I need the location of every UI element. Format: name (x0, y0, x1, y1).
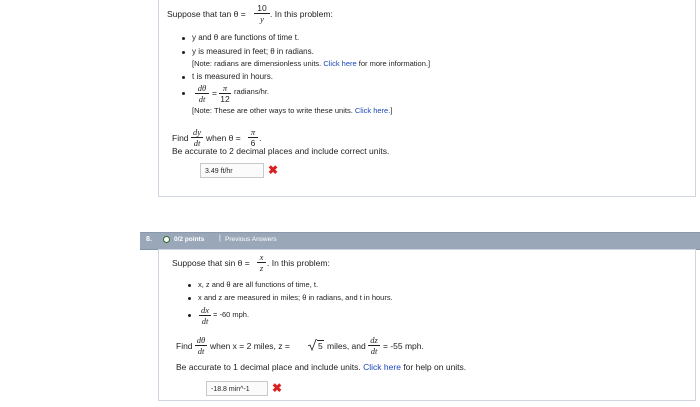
q1-answer-input[interactable]: 3.49 ft/hr (200, 163, 264, 178)
q2-dxdt-value: = -60 mph. (213, 310, 250, 319)
points-label: 0/2 points (174, 236, 205, 243)
q1-dtheta-dt (195, 83, 209, 104)
bullet-icon (188, 284, 191, 287)
incorrect-x-icon: ✖ (268, 163, 279, 177)
q1-frac-num: 10 (254, 3, 270, 14)
radians-info-link[interactable]: Click here (323, 59, 357, 68)
q2-dz-num: dz (368, 335, 380, 346)
units-info-link[interactable]: Click here. (354, 106, 391, 115)
q1-pi-12 (219, 83, 231, 104)
q2-frac-den: z (259, 263, 264, 273)
units-help-link[interactable]: Click here (363, 362, 401, 372)
q1-unit: radians/hr. (234, 87, 270, 96)
incorrect-x-icon: ✖ (272, 381, 283, 395)
q2-miles-and: miles, and (327, 341, 366, 351)
q1-dtheta-num: dθ (195, 83, 209, 94)
bullet-icon (182, 37, 185, 40)
header-separator: | (219, 235, 221, 242)
q2-dx-num: dx (200, 305, 210, 315)
q1-pi6-num: π (248, 127, 258, 138)
q1-note-text: [Note: radians are dimensionless units. (192, 59, 322, 68)
q2-dz-den: dt (370, 346, 378, 356)
q1-bullet-3: t is measured in hours. (192, 72, 273, 81)
question-number: 8. (146, 236, 152, 243)
q1-dtheta-den: dt (198, 94, 206, 104)
q2-dz-dt (368, 335, 380, 356)
q1-suppose-suffix: . In this problem: (270, 9, 333, 19)
q2-fraction (257, 252, 266, 273)
q1-units-note-text: [Note: These are other ways to write these units. (192, 106, 353, 115)
q1-note-after: for more information.] (358, 59, 431, 68)
q2-accuracy-post: for help on units. (403, 362, 467, 372)
q2-find-label: Find (176, 341, 193, 351)
q1-find-label: Find (172, 133, 189, 143)
q2-dtheta-den: dt (197, 346, 205, 356)
q1-fraction (254, 3, 270, 24)
q1-find-end: . (259, 133, 262, 143)
q1-when-text: when θ = (206, 133, 241, 143)
q1-pi6-den: 6 (250, 138, 256, 148)
q1-pi-6 (248, 127, 258, 148)
q1-dy-num: dy (192, 127, 202, 137)
bullet-icon (188, 297, 191, 300)
q2-accuracy-line (176, 362, 466, 372)
q2-dtheta-dt (195, 335, 207, 356)
bullet-icon (182, 76, 185, 79)
sqrt-icon (308, 339, 317, 351)
q2-frac-num: x (257, 252, 266, 263)
q2-bullet-1: x, z and θ are all functions of time, t. (198, 280, 319, 289)
q2-suppose-suffix: . In this problem: (267, 258, 330, 268)
q2-dx-den: dt (201, 316, 209, 326)
q1-frac-den: y (260, 14, 264, 24)
q1-pi-den: 12 (220, 94, 230, 104)
q1-equals: = (212, 88, 217, 98)
q2-bullet-2: x and z are measured in miles; θ in radians, and t in hours. (198, 293, 393, 302)
question-header (140, 232, 700, 250)
q2-when-text: when x = 2 miles, z = (210, 341, 290, 351)
q1-bullet-2: y is measured in feet; θ in radians. (192, 47, 314, 56)
q1-pi-num: π (219, 83, 231, 94)
q1-bullet-2-note (192, 59, 430, 68)
q2-dtheta-num: dθ (196, 335, 206, 345)
q1-bullet-1: y and θ are functions of time t. (192, 33, 300, 42)
question-panel-2 (158, 249, 696, 401)
q2-dx-dt (199, 305, 211, 326)
q2-accuracy-text: Be accurate to 1 decimal place and include units. (176, 362, 361, 372)
previous-answers-link[interactable]: Previous Answers (225, 236, 277, 243)
q2-answer-input[interactable]: -18.8 min^-1 (206, 381, 268, 396)
q1-units-note-end: ] (390, 106, 393, 115)
q1-suppose-prefix: Suppose that tan θ = (167, 9, 246, 19)
q1-dy-dt (191, 127, 203, 148)
bullet-icon (182, 51, 185, 54)
status-radio-icon (163, 236, 170, 243)
q1-accuracy-text: Be accurate to 2 decimal places and include correct units. (172, 146, 390, 156)
bullet-icon (182, 92, 185, 95)
q2-sqrt-value: 5 (318, 341, 323, 351)
q2-dzdt-value: = -55 mph. (383, 341, 424, 351)
q1-dy-den: dt (193, 138, 201, 148)
q1-units-note (192, 106, 392, 115)
bullet-icon (188, 314, 191, 317)
q2-suppose-prefix: Suppose that sin θ = (172, 258, 250, 268)
